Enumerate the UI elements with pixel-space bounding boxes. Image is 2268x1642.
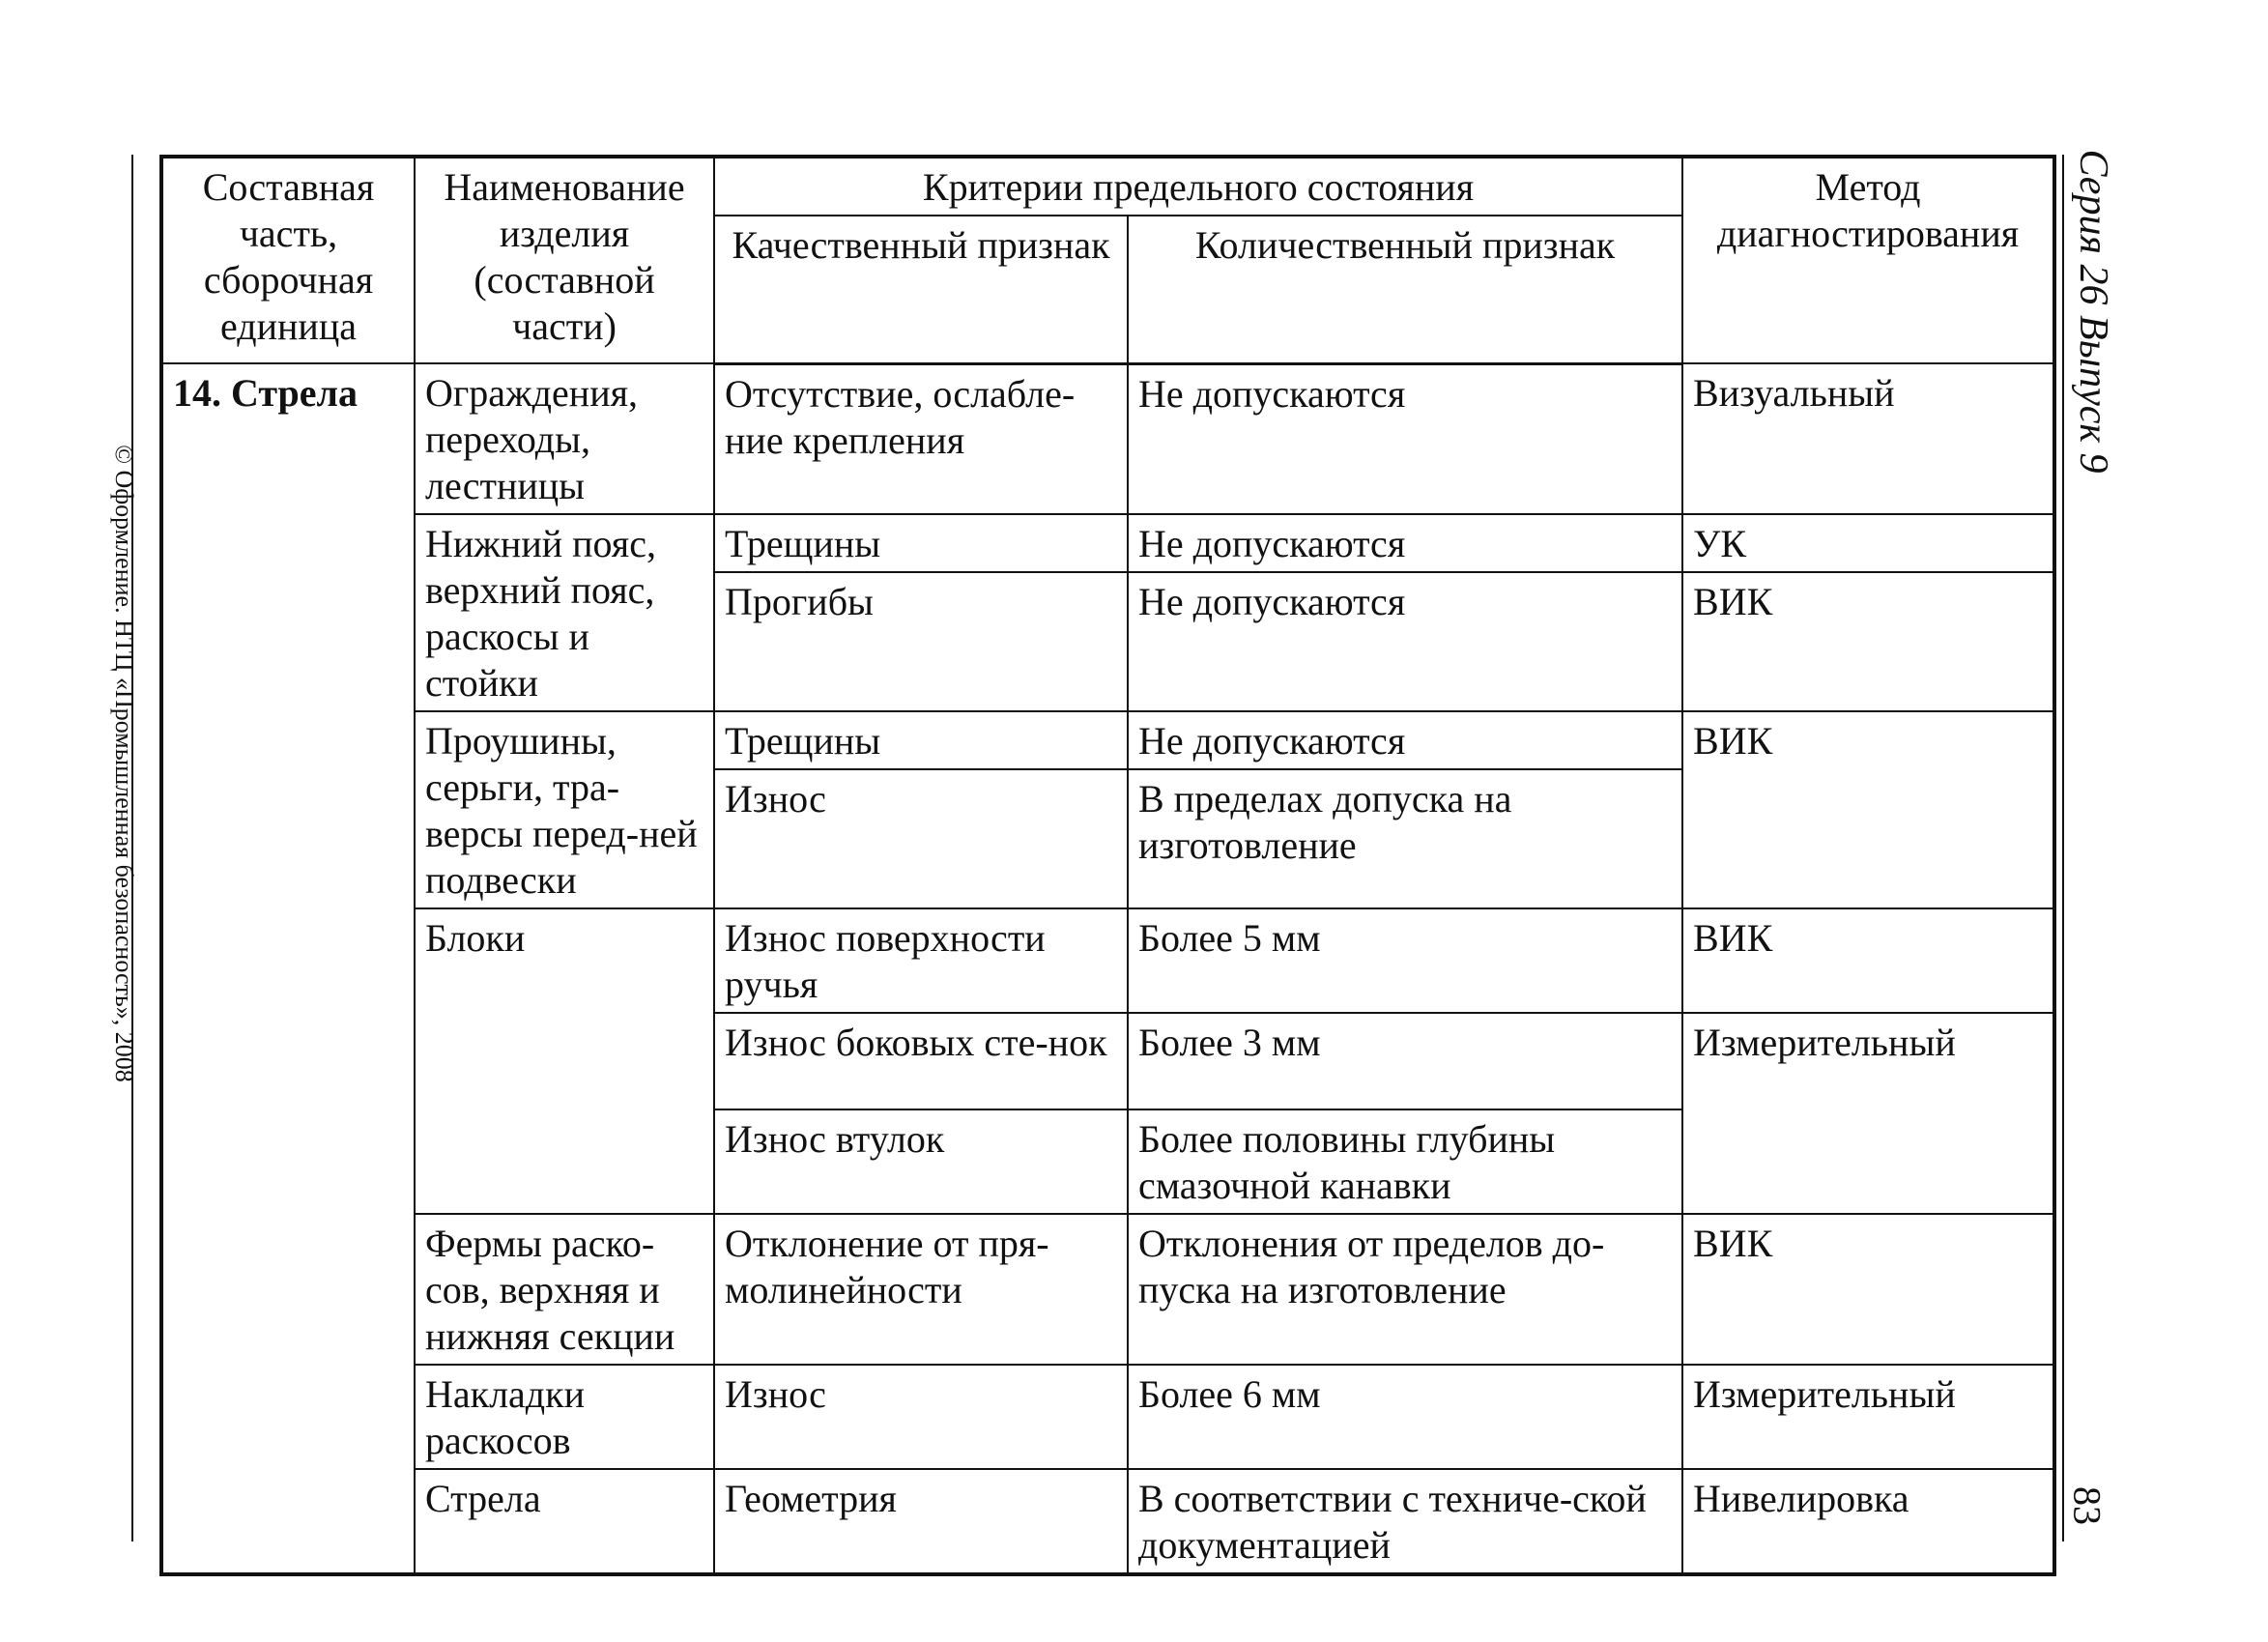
header-criteria: Критерии предельного состояния (714, 157, 1682, 216)
method-cell: УК (1682, 514, 2054, 572)
method-cell: Измерительный (1682, 1013, 2054, 1214)
right-margin-rule (2062, 155, 2064, 1541)
quantitative-cell: Более 3 мм (1128, 1013, 1682, 1109)
table-row (161, 514, 2054, 572)
qualitative-cell: Износ (714, 1365, 1128, 1469)
qualitative-cell: Отсутствие, ослабле-ние крепления (714, 363, 1128, 514)
header-component: Составная часть, сборочная единица (161, 157, 415, 363)
quantitative-cell: Более половины глубины смазочной канавки (1128, 1109, 1682, 1214)
table-row (161, 363, 2054, 514)
method-cell: ВИК (1682, 572, 2054, 711)
method-cell: Нивелировка (1682, 1469, 2054, 1574)
qualitative-cell: Прогибы (714, 572, 1128, 711)
method-cell: Измерительный (1682, 1365, 2054, 1469)
unit-cell: 14. Стрела (161, 363, 415, 1574)
table-row (161, 1214, 2054, 1365)
qualitative-cell: Износ поверхности ручья (714, 908, 1128, 1013)
qualitative-cell: Трещины (714, 711, 1128, 769)
table-row (161, 908, 2054, 1013)
qualitative-cell: Отклонение от пря-молинейности (714, 1214, 1128, 1365)
table-header-row (161, 157, 2054, 216)
table-row (161, 1469, 2054, 1574)
item-cell: Ограждения, переходы, лестницы (415, 363, 714, 514)
table-row (161, 711, 2054, 769)
qualitative-cell: Геометрия (714, 1469, 1128, 1574)
method-cell: Визуальный (1682, 363, 2054, 514)
quantitative-cell: В соответствии с техниче-ской документацией (1128, 1469, 1682, 1574)
page-number-text: 83 (2065, 1486, 2110, 1525)
quantitative-cell: Более 5 мм (1128, 908, 1682, 1013)
quantitative-cell: В пределах допуска на изготовление (1128, 769, 1682, 908)
table-row (161, 1365, 2054, 1469)
method-cell: ВИК (1682, 1214, 2054, 1365)
header-qualitative: Качественный признак (714, 216, 1128, 363)
quantitative-cell: Отклонения от пределов до-пуска на изготовление (1128, 1214, 1682, 1365)
item-cell: Накладки раскосов (415, 1365, 714, 1469)
quantitative-cell: Не допускаются (1128, 572, 1682, 711)
qualitative-cell: Износ втулок (714, 1109, 1128, 1214)
item-cell: Нижний пояс, верхний пояс, раскосы и стойки (415, 514, 714, 711)
header-item-name: Наименование изделия (составной части) (415, 157, 714, 363)
copyright-text: © Оформление. НТЦ «Промышленная безопасность», 2008 (110, 445, 138, 1082)
qualitative-cell: Трещины (714, 514, 1128, 572)
quantitative-cell: Не допускаются (1128, 711, 1682, 769)
item-cell: Проушины, серьги, тра-версы перед-ней подвески (415, 711, 714, 908)
quantitative-cell: Не допускаются (1128, 514, 1682, 572)
item-cell: Стрела (415, 1469, 714, 1574)
criteria-table (159, 155, 2056, 1576)
quantitative-cell: Не допускаются (1128, 363, 1682, 514)
series-text: Серия 26 Выпуск 9 (2071, 149, 2115, 474)
method-cell: ВИК (1682, 908, 2054, 1013)
qualitative-cell: Износ (714, 769, 1128, 908)
qualitative-cell: Износ боковых сте-нок (714, 1013, 1128, 1109)
method-cell: ВИК (1682, 711, 2054, 908)
header-quantitative: Количественный признак (1128, 216, 1682, 363)
quantitative-cell: Более 6 мм (1128, 1365, 1682, 1469)
item-cell: Блоки (415, 908, 714, 1214)
header-method: Метод диагностирования (1682, 157, 2054, 363)
item-cell: Фермы раско-сов, верхняя и нижняя секции (415, 1214, 714, 1365)
